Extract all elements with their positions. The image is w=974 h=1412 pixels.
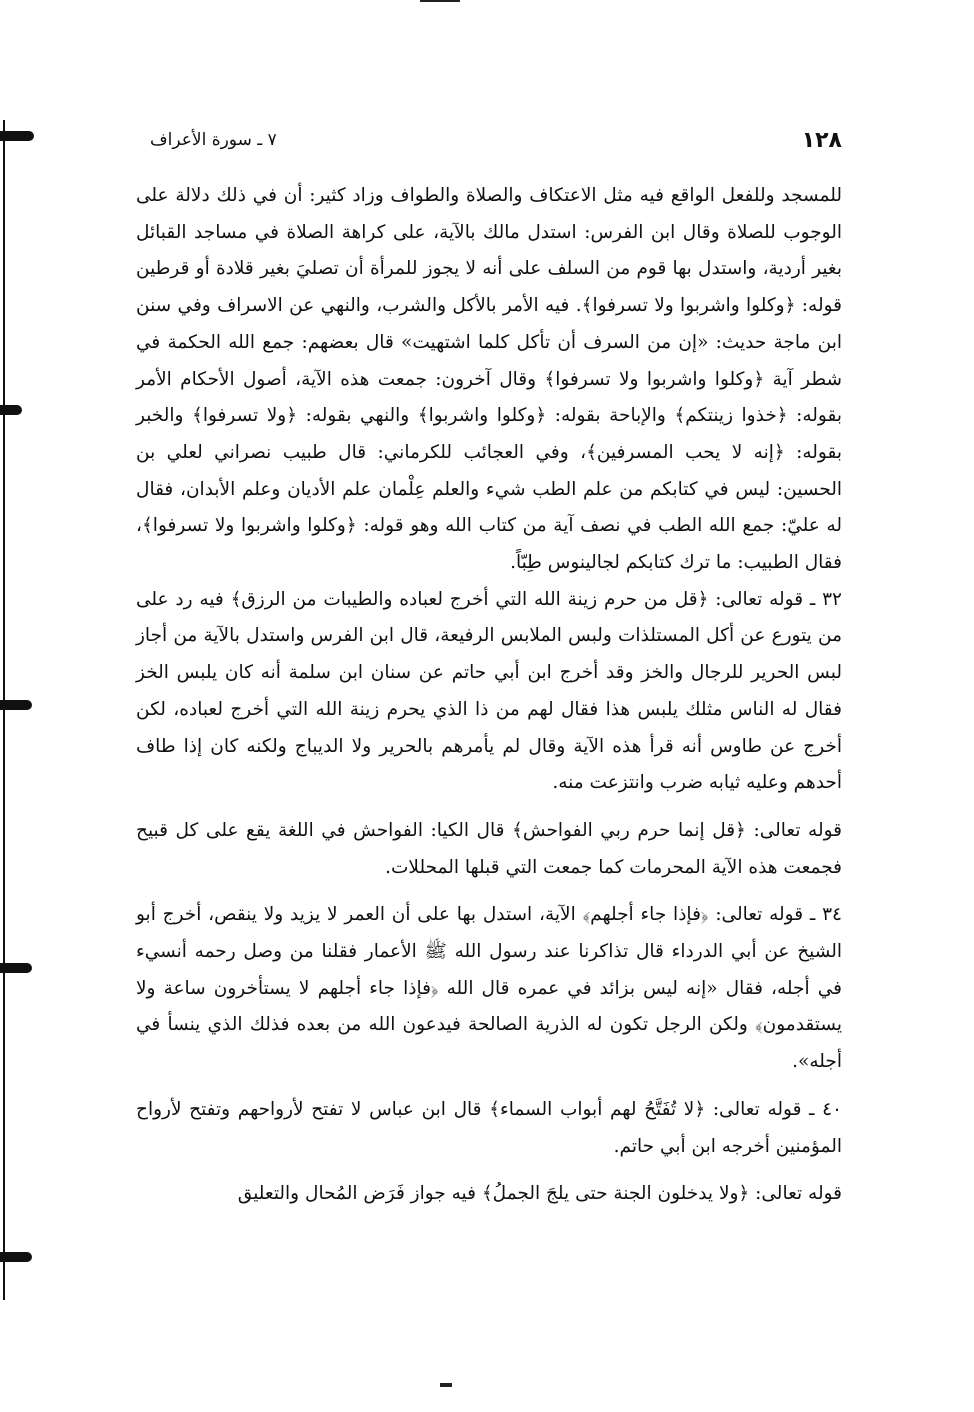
- binding-edge: [3, 120, 5, 1300]
- top-rule: [420, 0, 460, 2]
- binding-mark: [0, 1252, 32, 1262]
- body-text: [136, 178, 842, 1213]
- paragraph: ٣٤ ـ قوله تعالى: ﴿فإذا جاء أجلهم﴾ الآية، استدل بها على أن العمر لا يزيد ولا ينقص، أخرج أبو الشيخ عن أبي الدرداء قال تذاكرنا عند رسول الله ﷺ الأعمار فقلنا من وصل رحمه أنسيء في أجله، فقال «إنه ليس بزائد في عمره قال الله ﴿فإذا جاء أجلهم لا يستأخرون ساعة ولا يستقدمون﴾ ولكن الرجل تكون له الذرية الصالحة فيدعون الله من بعده فذلك الذي ينسأ في أجله».: [136, 904, 842, 1073]
- binding-mark: [0, 963, 32, 973]
- paragraph: ٤٠ ـ قوله تعالى: ﴿لا تُفَتَّحُ لهم أبواب السماء﴾ قال ابن عباس لا تفتح لأرواحهم وتفتح لأرواح المؤمنين أخرجه ابن أبي حاتم.: [136, 1098, 842, 1157]
- binding-mark: [0, 700, 32, 710]
- paragraph: ٣٢ ـ قوله تعالى: ﴿قل من حرم زينة الله التي أخرج لعباده والطيبات من الرزق﴾ فيه رد على من يتورع عن أكل المستلذات ولبس الملابس الرفيعة، قال ابن الفرس واستدل بالآية من أجاز لبس الحرير للرجال والخز وقد أخرج ابن أبي حاتم عن سنان ابن سلمة أنه كان يلبس الخز فقال له الناس مثلك يلبس هذا فقال لهم من ذا الذي يحرم زينة الله التي أخرج لعباده، لكن أخرج عن طاوس أنه قرأ هذه الآية وقال لم يأمرهم بالحرير ولا الديباج ولكنه كان إذا طاف أحدهم وعليه ثيابه ضرب وانتزعت منه.: [136, 588, 842, 794]
- running-header: [150, 120, 842, 160]
- page-number: ١٢٨: [801, 127, 842, 153]
- binding-mark: [0, 131, 34, 141]
- paragraph: قوله تعالى: ﴿ولا يدخلون الجنة حتى يلجَ الجملُ﴾ فيه جواز فَرَض المُحال والتعليق: [237, 1183, 842, 1205]
- paragraph: قوله تعالى: ﴿قل إنما حرم ربي الفواحش﴾ قال الكيا: الفواحش في اللغة يقع على كل قبيح فجمعت هذه الآية المحرمات كما جمعت التي قبلها المحللات.: [136, 819, 842, 878]
- paragraph: للمسجد وللفعل الواقع فيه مثل الاعتكاف والصلاة والطواف وزاد كثير: أن في ذلك دلالة على الوجوب للصلاة وقال ابن الفرس: استدل مالك بالآية، على كراهة الصلاة في مساجد القبائل بغير أردية، واستدل بها قوم من السلف على أنه لا يجوز للمرأة أن تصليَ بغير قلادة أو قرطين قوله: ﴿وكلوا واشربوا ولا تسرفوا﴾. فيه الأمر بالأكل والشرب، والنهي عن الاسراف وفي سنن ابن ماجة حديث: «إن من السرف أن تأكل كلما اشتهيت» قال بعضهم: جمع الله الحكمة في شطر آية ﴿وكلوا واشربوا ولا تسرفوا﴾ وقال آخرون: جمعت هذه الآية، أصول الأحكام الأمر بقوله: ﴿خذوا زينتكم﴾ والإباحة بقوله: ﴿وكلوا واشربوا﴾ والنهي بقوله: ﴿ولا تسرفوا﴾ والخبر بقوله: ﴿إنه لا يحب المسرفين﴾، وفي العجائب للكرماني: قال طبيب نصراني لعلي بن الحسين: ليس في كتابكم من علم الطب شيء والعلم عِلْمان علم الأديان وعلم الأبدان، فقال له عليّ: جمع الله الطب في نصف آية من كتاب الله وهو قوله: ﴿وكلوا واشربوا ولا تسرفوا﴾، فقال الطبيب: ما ترك كتابكم لجالينوس طِبّاً.: [136, 185, 842, 574]
- binding-mark: [0, 405, 22, 415]
- footer-mark: [440, 1383, 452, 1387]
- chapter-title: ٧ ـ سورة الأعراف: [150, 130, 277, 150]
